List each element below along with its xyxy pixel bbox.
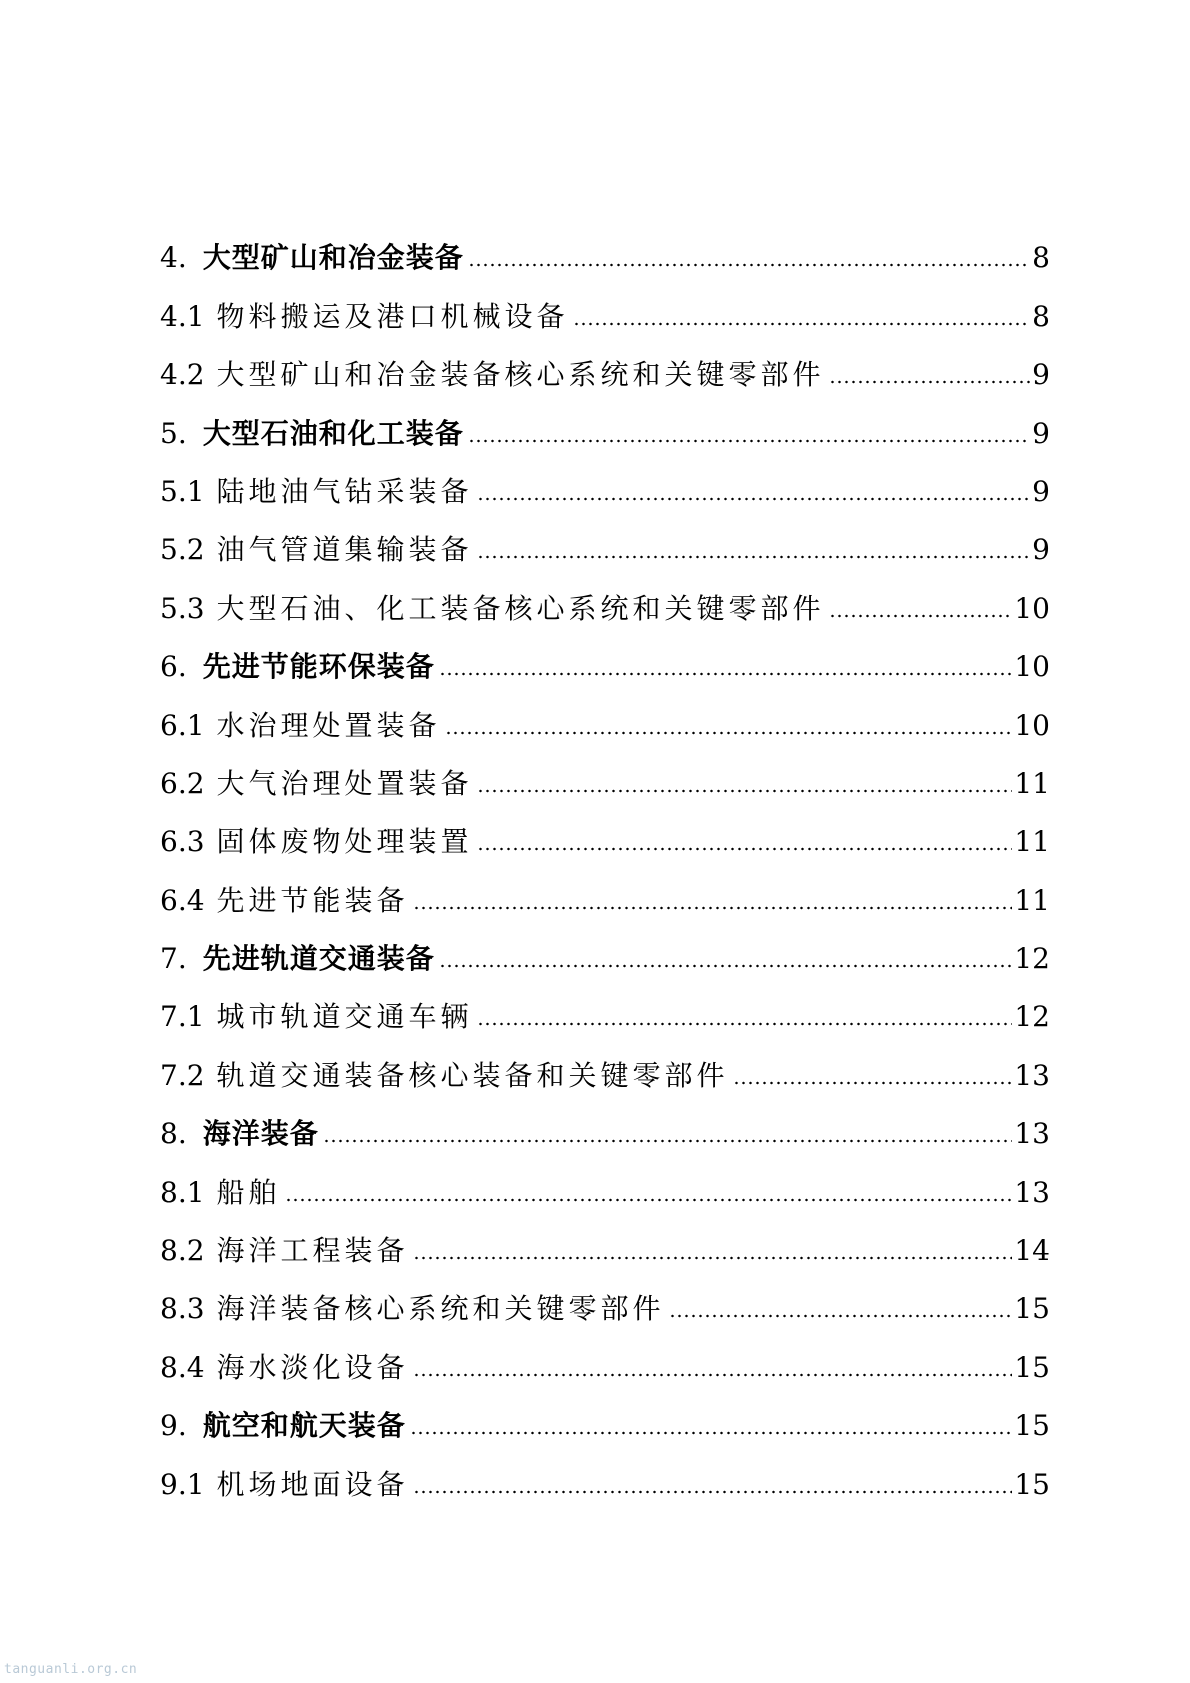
toc-entry-page-number: 15 <box>1014 1350 1050 1384</box>
toc-entry-page-number: 12 <box>1014 1000 1050 1034</box>
toc-entry-title: 大型石油、化工装备核心系统和关键零部件 <box>216 591 825 625</box>
toc-entry-title: 物料搬运及港口机械设备 <box>216 299 569 333</box>
toc-entry-title: 海洋装备核心系统和关键零部件 <box>216 1292 665 1326</box>
toc-entry-page-number: 9 <box>1032 533 1050 567</box>
toc-entry[interactable] <box>160 1209 1050 1267</box>
toc-entry[interactable] <box>160 333 1050 391</box>
toc-entry-number: 6.4 <box>160 883 205 917</box>
dot-leader <box>477 1022 1013 1026</box>
toc-entry[interactable] <box>160 742 1050 800</box>
dot-leader <box>285 1198 1013 1202</box>
toc-entry[interactable] <box>160 1442 1050 1500</box>
toc-entry-page-number: 13 <box>1014 1117 1050 1151</box>
dot-leader <box>477 789 1013 793</box>
toc-entry[interactable] <box>160 625 1050 683</box>
toc-entry-page-number: 10 <box>1014 591 1050 625</box>
toc-entry-page-number: 8 <box>1032 299 1050 333</box>
toc-entry-number: 4. <box>160 241 187 275</box>
toc-entry[interactable] <box>160 1325 1050 1383</box>
toc-entry-page-number: 8 <box>1032 241 1050 275</box>
toc-entry[interactable] <box>160 1033 1050 1091</box>
dot-leader <box>573 322 1031 326</box>
dot-leader <box>468 263 1030 267</box>
toc-entry-number: 8.3 <box>160 1292 205 1326</box>
toc-entry-number: 4.2 <box>160 358 205 392</box>
toc-entry-title: 大气治理处置装备 <box>216 766 473 800</box>
toc-entry[interactable] <box>160 683 1050 741</box>
toc-entry[interactable] <box>160 274 1050 332</box>
toc-entry[interactable] <box>160 216 1050 274</box>
watermark: tanguanli.org.cn <box>4 1662 138 1677</box>
toc-entry[interactable] <box>160 566 1050 624</box>
toc-entry[interactable] <box>160 1092 1050 1150</box>
dot-leader <box>733 1081 1013 1085</box>
toc-entry-title: 航空和航天装备 <box>202 1409 406 1443</box>
toc-entry-title: 海洋装备 <box>202 1117 319 1151</box>
toc-entry-title: 陆地油气钻采装备 <box>216 474 473 508</box>
toc-entry-page-number: 11 <box>1014 766 1050 800</box>
dot-leader <box>669 1314 1013 1318</box>
toc-entry-number: 7.2 <box>160 1058 205 1092</box>
toc-entry[interactable] <box>160 508 1050 566</box>
toc-entry-title: 机场地面设备 <box>216 1467 409 1501</box>
toc-entry[interactable] <box>160 450 1050 508</box>
table-of-contents <box>160 216 1050 1501</box>
toc-entry-title: 海水淡化设备 <box>216 1350 409 1384</box>
toc-entry-number: 6.3 <box>160 825 205 859</box>
toc-entry-page-number: 14 <box>1014 1234 1050 1268</box>
toc-entry[interactable] <box>160 1384 1050 1442</box>
toc-entry-page-number: 15 <box>1014 1467 1050 1501</box>
dot-leader <box>323 1139 1013 1143</box>
toc-entry-number: 8. <box>160 1117 187 1151</box>
dot-leader <box>413 1373 1013 1377</box>
toc-entry-page-number: 10 <box>1014 708 1050 742</box>
toc-entry-title: 先进节能装备 <box>216 883 409 917</box>
toc-entry-page-number: 10 <box>1014 650 1050 684</box>
dot-leader <box>829 614 1013 618</box>
toc-entry-number: 9.1 <box>160 1467 205 1501</box>
toc-entry-number: 5. <box>160 416 187 450</box>
toc-entry-title: 大型矿山和冶金装备 <box>202 241 464 275</box>
toc-entry-title: 城市轨道交通车辆 <box>216 1000 473 1034</box>
toc-entry[interactable] <box>160 1267 1050 1325</box>
toc-entry[interactable] <box>160 858 1050 916</box>
toc-entry-number: 5.2 <box>160 533 205 567</box>
toc-entry-title: 先进节能环保装备 <box>202 650 435 684</box>
toc-entry-number: 8.4 <box>160 1350 205 1384</box>
toc-entry-page-number: 11 <box>1014 825 1050 859</box>
dot-leader <box>413 1490 1013 1494</box>
toc-entry-number: 5.1 <box>160 474 205 508</box>
toc-entry-title: 船舶 <box>216 1175 281 1209</box>
toc-entry-page-number: 13 <box>1014 1175 1050 1209</box>
toc-entry-page-number: 9 <box>1032 474 1050 508</box>
toc-entry-number: 7. <box>160 942 187 976</box>
toc-entry-page-number: 15 <box>1014 1409 1050 1443</box>
toc-entry-page-number: 11 <box>1014 883 1050 917</box>
dot-leader <box>468 439 1030 443</box>
toc-entry-page-number: 15 <box>1014 1292 1050 1326</box>
dot-leader <box>477 497 1031 501</box>
toc-entry[interactable] <box>160 391 1050 449</box>
toc-entry-page-number: 9 <box>1032 358 1050 392</box>
dot-leader <box>445 731 1013 735</box>
dot-leader <box>413 906 1013 910</box>
toc-entry-title: 固体废物处理装置 <box>216 825 473 859</box>
toc-entry-title: 水治理处置装备 <box>216 708 441 742</box>
toc-entry-number: 8.1 <box>160 1175 205 1209</box>
toc-entry-number: 7.1 <box>160 1000 205 1034</box>
dot-leader <box>439 964 1013 968</box>
toc-entry-number: 4.1 <box>160 299 205 333</box>
toc-entry-number: 6. <box>160 650 187 684</box>
toc-entry-title: 轨道交通装备核心装备和关键零部件 <box>216 1058 729 1092</box>
toc-entry[interactable] <box>160 975 1050 1033</box>
toc-entry-page-number: 13 <box>1014 1058 1050 1092</box>
toc-entry-title: 海洋工程装备 <box>216 1234 409 1268</box>
toc-entry[interactable] <box>160 1150 1050 1208</box>
toc-entry[interactable] <box>160 800 1050 858</box>
toc-entry-page-number: 12 <box>1014 942 1050 976</box>
dot-leader <box>413 1256 1013 1260</box>
toc-entry-number: 5.3 <box>160 591 205 625</box>
toc-entry-title: 油气管道集输装备 <box>216 533 473 567</box>
toc-entry-title: 大型石油和化工装备 <box>202 416 464 450</box>
dot-leader <box>410 1431 1013 1435</box>
toc-entry[interactable] <box>160 917 1050 975</box>
dot-leader <box>477 555 1031 559</box>
toc-entry-number: 6.1 <box>160 708 205 742</box>
dot-leader <box>439 672 1013 676</box>
toc-entry-number: 9. <box>160 1409 187 1443</box>
dot-leader <box>829 380 1031 384</box>
toc-entry-title: 先进轨道交通装备 <box>202 942 435 976</box>
toc-entry-number: 8.2 <box>160 1234 205 1268</box>
toc-entry-page-number: 9 <box>1032 416 1050 450</box>
dot-leader <box>477 847 1013 851</box>
toc-entry-title: 大型矿山和冶金装备核心系统和关键零部件 <box>216 358 825 392</box>
toc-entry-number: 6.2 <box>160 766 205 800</box>
